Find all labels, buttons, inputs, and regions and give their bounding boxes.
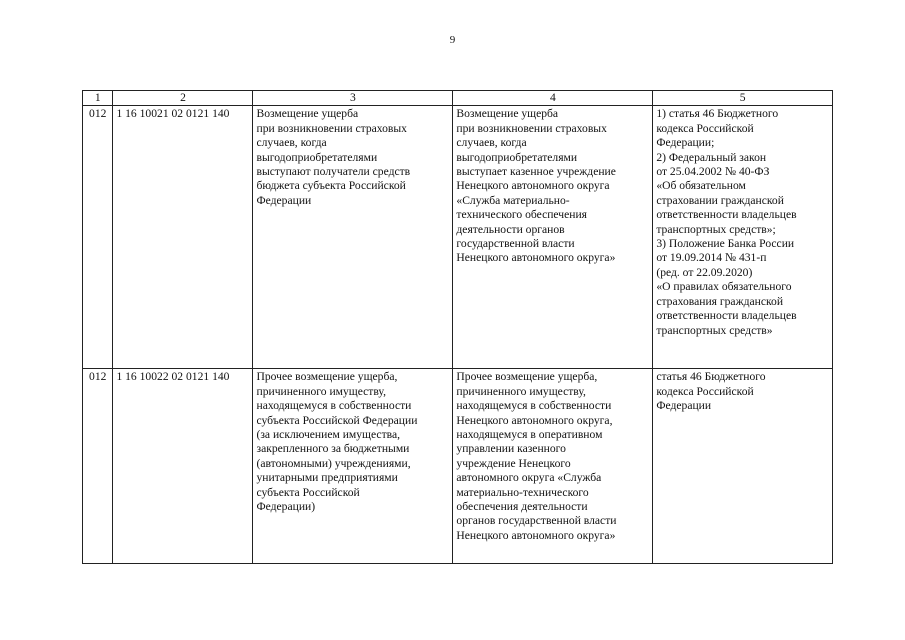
cell-text-line: Ненецкого автономного округа, — [456, 413, 613, 427]
cell-text-line: Ненецкого автономного округа» — [456, 251, 616, 265]
column-header: 1 — [83, 91, 113, 106]
cell-text-line: при возникновении страховых — [456, 121, 607, 135]
cell-text-line: Возмещение ущерба — [256, 107, 359, 121]
cell-text-line: Ненецкого автономного округа» — [456, 528, 616, 542]
cell-text-line: страховании гражданской — [656, 193, 784, 207]
table-header-row — [83, 91, 833, 106]
cell-text-line: кодекса Российской — [656, 384, 754, 398]
cell-text-line: унитарными предприятиями — [256, 471, 398, 485]
income-name-cell — [253, 369, 453, 564]
cell-text-line: 1) статья 46 Бюджетного — [656, 107, 779, 121]
cell-text-line: управлении казенного — [456, 442, 566, 456]
cell-text-line: Возмещение ущерба — [456, 107, 559, 121]
cell-text-line: Прочее возмещение ущерба, — [256, 370, 398, 384]
cell-text-line: находящемуся в собственности — [456, 399, 612, 413]
admin-code-cell: 012 — [83, 369, 113, 564]
cell-text-line: находящемуся в собственности — [256, 399, 412, 413]
table-row — [83, 106, 833, 369]
cell-text-line: субъекта Российской — [256, 485, 360, 499]
cell-text-line: выступает казенное учреждение — [456, 165, 616, 179]
payer-description-cell — [453, 369, 653, 564]
payer-description-cell — [453, 106, 653, 369]
cell-text-line: от 25.04.2002 № 40-ФЗ — [656, 165, 770, 179]
column-header: 2 — [113, 91, 253, 106]
cell-text-line: выступают получатели средств — [256, 165, 411, 179]
cell-text-line: выгодоприобретателями — [256, 150, 378, 164]
column-header: 5 — [653, 91, 833, 106]
cell-text-line: бюджета субъекта Российской — [256, 179, 406, 193]
cell-text-line: «О правилах обязательного — [656, 280, 792, 294]
cell-text-line: автономного округа «Служба — [456, 471, 602, 485]
cell-text-line: закрепленного за бюджетными — [256, 442, 410, 456]
budget-codes-table — [82, 90, 833, 564]
cell-text-line: обеспечения деятельности — [456, 500, 588, 514]
budget-class-code-cell: 1 16 10021 02 0121 140 — [113, 106, 253, 369]
admin-code-cell: 012 — [83, 106, 113, 369]
cell-text-line: Федерации; — [656, 136, 715, 150]
cell-text-line: технического обеспечения — [456, 208, 587, 222]
cell-text-line: статья 46 Бюджетного — [656, 370, 766, 384]
cell-text-line: деятельности органов — [456, 222, 565, 236]
cell-text-line: выгодоприобретателями — [456, 150, 578, 164]
legal-basis-cell — [653, 369, 833, 564]
cell-text-line: государственной власти — [456, 237, 575, 251]
budget-class-code-cell: 1 16 10022 02 0121 140 — [113, 369, 253, 564]
cell-text-line: случаев, когда — [256, 136, 327, 150]
cell-text-line: Прочее возмещение ущерба, — [456, 370, 598, 384]
cell-text-line: Федерации — [656, 399, 712, 413]
cell-text-line: учреждение Ненецкого — [456, 456, 571, 470]
cell-text-line: от 19.09.2014 № 431-п — [656, 251, 767, 265]
page-number: 9 — [449, 34, 456, 46]
cell-text-line: Федерации) — [256, 500, 316, 514]
column-header: 3 — [253, 91, 453, 106]
cell-text-line: 3) Положение Банка России — [656, 237, 795, 251]
cell-text-line: случаев, когда — [456, 136, 527, 150]
cell-text-line: транспортных средств»; — [656, 222, 776, 236]
cell-text-line: (ред. от 22.09.2020) — [656, 265, 753, 279]
column-header: 4 — [453, 91, 653, 106]
cell-text-line: страхования гражданской — [656, 294, 784, 308]
cell-text-line: 2) Федеральный закон — [656, 150, 767, 164]
cell-text-line: находящемуся в оперативном — [456, 428, 603, 442]
cell-text-line: материально-технического — [456, 485, 589, 499]
cell-text-line: ответственности владельцев — [656, 208, 797, 222]
cell-text-line: при возникновении страховых — [256, 121, 407, 135]
cell-text-line: Ненецкого автономного округа — [456, 179, 610, 193]
cell-text-line: (автономными) учреждениями, — [256, 456, 411, 470]
cell-text-line: (за исключением имущества, — [256, 428, 401, 442]
table-row — [83, 369, 833, 564]
legal-basis-cell — [653, 106, 833, 369]
cell-text-line: транспортных средств» — [656, 323, 773, 337]
cell-text-line: кодекса Российской — [656, 121, 754, 135]
cell-text-line: причиненного имуществу, — [456, 384, 586, 398]
cell-text-line: ответственности владельцев — [656, 309, 797, 323]
income-name-cell — [253, 106, 453, 369]
cell-text-line: «Об обязательном — [656, 179, 746, 193]
cell-text-line: «Служба материально- — [456, 193, 570, 207]
cell-text-line: Федерации — [256, 193, 312, 207]
cell-text-line: причиненного имуществу, — [256, 384, 386, 398]
cell-text-line: субъекта Российской Федерации — [256, 413, 418, 427]
cell-text-line: органов государственной власти — [456, 514, 617, 528]
